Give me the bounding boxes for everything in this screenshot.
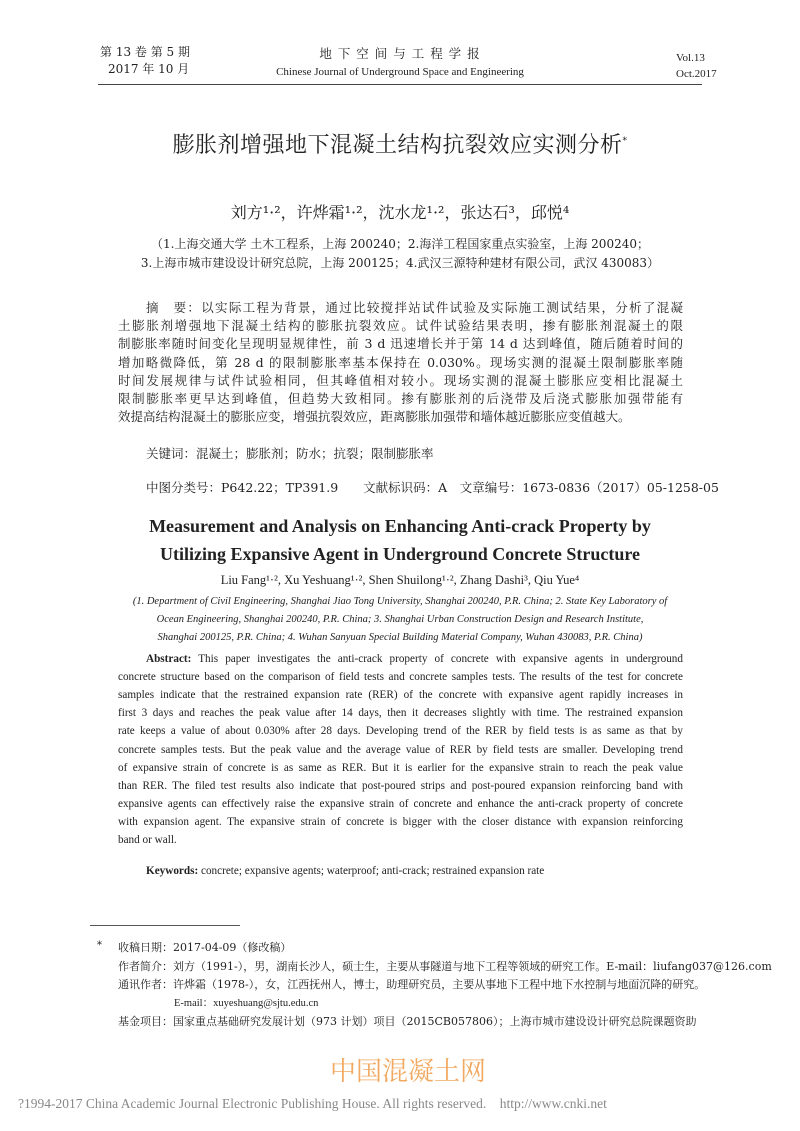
- abstract-en-line: concrete structure based on the comparison of field tests and concrete samples tests. The results of the test for concrete: [118, 671, 683, 684]
- keywords-text: concrete; expansive agents; waterproof; anti-crack; restrained expansion rate: [198, 865, 545, 877]
- footnotes: [118, 939, 772, 1032]
- abstract-zh-line: 限制膨胀率更早达到峰值，但趋势大致相同。掺有膨胀剂的后浇带及后浇式膨胀加强带能有: [118, 391, 683, 406]
- abstract-en-line: first 3 days and reaches the peak value after 14 days, then it decreases slightly with time. The restrained expansion: [118, 707, 683, 720]
- title-en-2: Utilizing Expansive Agent in Underground Concrete Structure: [159, 544, 641, 564]
- journal-name-zh: 地 下 空 间 与 工 程 学 报: [319, 46, 481, 61]
- vol: Vol.13: [676, 52, 705, 64]
- abstract-en-line: band or wall.: [118, 834, 177, 846]
- abstract-zh-line: 土膨胀剂增强地下混凝土结构的膨胀抗裂效应。试件试验结果表明，掺有膨胀剂混凝土的限: [118, 318, 683, 334]
- abstract-en-line: samples indicate that the restrained expansion rate (RER) of the concrete with expansive agent rapidly increases in: [118, 689, 683, 702]
- abstract-zh-line: 摘 要：以实际工程为背景，通过比较搅拌站试件试验及实际施工测试结果，分析了混凝: [146, 300, 683, 315]
- copyright-footer: ?1994-2017 China Academic Journal Electronic Publishing House. All rights reserved. http://www.cnki.net: [18, 1096, 607, 1111]
- abstract-zh-line: 制膨胀率随时间变化呈现明显规律性，前 3 d 迅速增长并于第 14 d 达到峰值，随后随着时间的: [118, 336, 683, 352]
- abstract-en-line: expansive agents can effectively raise the expansive strain of concrete and enhance the anti-crack property of concrete: [118, 797, 683, 810]
- abstract-en-line: than RER. The filed test results also indicate that post-poured strips and post-poured expansion reinforcing band with: [118, 779, 683, 792]
- authors-en: Liu Fang¹·², Xu Yeshuang¹·², Shen Shuilong¹·², Zhang Dashi³, Qiu Yue⁴: [220, 573, 580, 587]
- abstract-zh-line: 效提高结构混凝土的膨胀应变，增强抗裂效应，距离膨胀加强带和墙体越近膨胀应变值越大。: [118, 409, 631, 425]
- affiliation-en-2: Ocean Engineering, Shanghai 200240, P.R. China; 3. Shanghai Urban Construction Design and Research Institute,: [156, 614, 644, 625]
- keywords-label: Keywords:: [146, 865, 199, 877]
- abstract-zh-line: 时间发展规律与试件试验相同，但其峰值相对较小。现场实测的混凝土膨胀应变相比混凝土: [118, 372, 683, 388]
- affiliation-zh-2: 3.上海市城市建设设计研究总院，上海 200125；4.武汉三源特种建材有限公司，武汉 430083）: [140, 256, 660, 270]
- corresponding-author: 通讯作者：许烨霜（1978-），女，江西抚州人，博士，助理研究员，主要从事地下工程中地下水控制与地面沉降的研究。: [118, 978, 706, 991]
- date: Oct.2017: [676, 68, 717, 80]
- funding: 基金项目：国家重点基础研究发展计划（973 计划）项目（2015CB057806）；上海市城市建设设计研究总院课题资助: [118, 1015, 697, 1028]
- classification: 中图分类号：P642.22；TP391.9 文献标识码：A 文章编号：1673-0836（2017）05-1258-05: [146, 480, 719, 495]
- volume-issue: 第 13 卷 第 5 期: [100, 45, 190, 59]
- abstract-en-line: [146, 653, 683, 665]
- authors-zh: 刘方¹·²，许烨霜¹·²，沈水龙¹·²，张达石³，邱悦⁴: [230, 203, 570, 222]
- abstract-label: Abstract:: [146, 653, 192, 665]
- footnote-mark: *: [97, 940, 102, 951]
- corresponding-email: E-mail：xuyeshuang@sjtu.edu.cn: [174, 997, 319, 1009]
- journal-name-en: Chinese Journal of Underground Space and Engineering: [276, 66, 524, 78]
- keywords-zh: 关键词：混凝土；膨胀剂；防水；抗裂；限制膨胀率: [146, 446, 434, 461]
- affiliation-en-1: (1. Department of Civil Engineering, Shanghai Jiao Tong University, Shanghai 200240, P.R. China; 2. State Key Laboratory of: [132, 596, 668, 607]
- affiliation-zh-1: （1.上海交通大学 土木工程系，上海 200240；2.海洋工程国家重点实验室，上海 200240；: [151, 237, 649, 251]
- watermark: 中国混凝土网: [330, 1057, 487, 1087]
- issue-info: [100, 44, 190, 78]
- affiliation-en-3: Shanghai 200125, P.R. China; 4. Wuhan Sanyuan Special Building Material Company, Wuhan 430083, P.R. China): [157, 632, 643, 643]
- title-en-1: Measurement and Analysis on Enhancing Anti-crack Property by: [149, 516, 651, 536]
- issue-date: 2017 年 10 月: [108, 62, 190, 76]
- footnote-rule: [90, 925, 240, 926]
- abstract-en-line: with expansion agent. The expansive strain of concrete is bigger with the closer distance with expansion reinforcing: [118, 815, 683, 828]
- abstract-text: This paper investigates the anti-crack property of concrete with expansive agents in underground: [191, 653, 683, 665]
- abstract-zh-line: 增加略微降低，第 28 d 的限制膨胀率基本保持在 0.030%。现场实测的混凝土限制膨胀率随: [118, 354, 683, 370]
- abstract-en-line: of expansive strain of concrete is as same as RER. But it is earlier for the expansive strain to reach the peak value: [118, 761, 683, 774]
- abstract-en-line: concrete samples tests. But the peak value and the average value of RER by field tests are smaller. Developing trend: [118, 743, 683, 756]
- volume-en: [676, 50, 717, 82]
- abstract-en-line: rate keeps a value of about 0.030% after 28 days. Developing trend of the RER by field tests is as same as that by: [118, 725, 683, 738]
- keywords-en: [146, 865, 683, 877]
- title-zh: [172, 128, 627, 159]
- received-date: 收稿日期：2017-04-09（修改稿）: [118, 941, 292, 954]
- author-bio: 作者简介：刘方（1991-），男，湖南长沙人，硕士生，主要从事隧道与地下工程等领域的研究工作。E-mail：liufang037@126.com: [118, 959, 772, 973]
- header-rule: [98, 84, 702, 85]
- title-footnote-mark: *: [622, 136, 628, 147]
- title-text: 膨胀剂增强地下混凝土结构抗裂效应实测分析: [172, 133, 623, 158]
